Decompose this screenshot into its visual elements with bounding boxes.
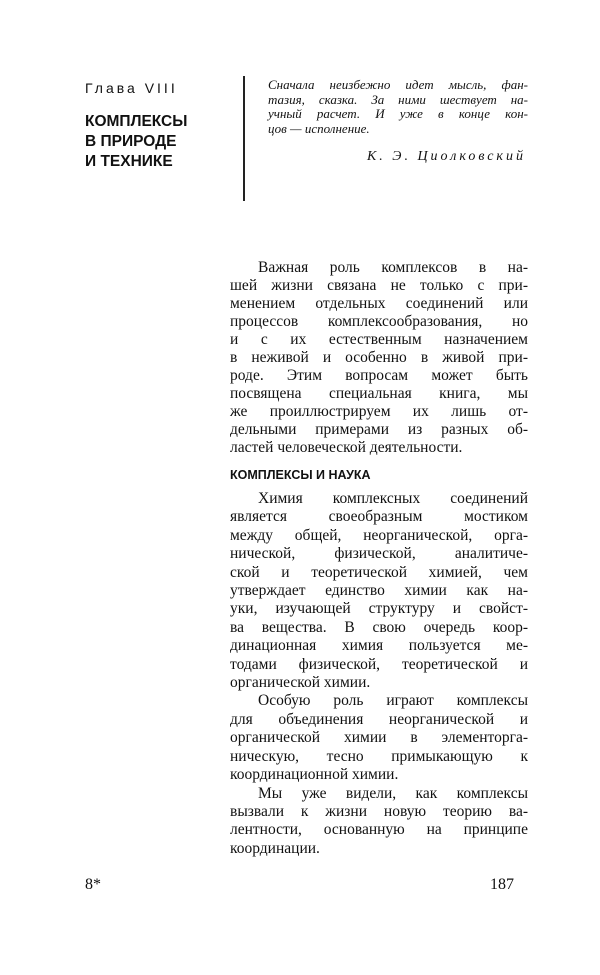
text-line: Особую роль играют комплексы (258, 692, 528, 710)
epigraph-author: К. Э. Циолковский (366, 149, 526, 164)
intro-paragraph (230, 259, 528, 457)
page-number: 187 (490, 876, 514, 893)
epigraph-line: цов — исполнение. (268, 120, 370, 136)
epigraph-line: учный расчет. И уже в конце кон- (268, 106, 528, 121)
text-line: шей жизни связана не только с при- (230, 277, 528, 294)
chapter-label: Глава VIII (85, 80, 178, 96)
signature-mark: 8* (85, 876, 101, 893)
chapter-title-line: И ТЕХНИКЕ (85, 153, 173, 170)
text-line: органической химии. (230, 674, 371, 692)
chapter-title-line: КОМПЛЕКСЫ (85, 113, 188, 130)
text-line: процессов комплексообразования, но (230, 313, 528, 330)
text-line: нической, физической, аналитиче- (230, 545, 528, 563)
text-line: менением отдельных соединений или (230, 295, 528, 312)
text-line: является своеобразным мостиком (230, 508, 528, 526)
text-line: тодами физической, теоретической и (230, 655, 528, 673)
text-line: между общей, неорганической, орга- (230, 526, 528, 544)
divider-rule (243, 76, 245, 201)
text-line: ской и теоретической химией, чем (230, 563, 528, 581)
text-line: ва вещества. В свою очередь коор- (230, 618, 528, 636)
text-line: Мы уже видели, как комплексы (258, 784, 528, 802)
text-line: Важная роль комплексов в на- (258, 259, 528, 276)
text-line: ническую, тесно примыкающую к (230, 747, 528, 765)
text-line: динационная химия пользуется ме- (230, 637, 528, 655)
text-line: уки, изучающей структуру и свойст- (230, 600, 528, 618)
text-line: лентности, основанную на принципе (230, 821, 528, 839)
text-line: же проиллюстрируем их лишь от- (230, 403, 528, 420)
text-line: вызвали к жизни новую теорию ва- (230, 802, 528, 820)
epigraph-line: Сначала неизбежно идет мысль, фан- (268, 77, 528, 92)
text-line: роде. Этим вопросам может быть (230, 367, 528, 384)
epigraph (268, 78, 528, 136)
text-line: дельными примерами из разных об- (230, 421, 528, 438)
section-body (230, 490, 528, 858)
epigraph-line: тазия, сказка. За ними шествует на- (268, 91, 528, 107)
text-line: Химия комплексных соединений (258, 490, 528, 507)
text-line: органической химии в элементорга- (230, 729, 528, 747)
text-line: в неживой и особенно в живой при- (230, 349, 528, 366)
section-heading: КОМПЛЕКСЫ И НАУКА (230, 468, 371, 482)
text-line: координации. (230, 839, 320, 857)
text-line: ластей человеческой деятельности. (230, 439, 463, 456)
chapter-title-line: В ПРИРОДЕ (85, 133, 177, 150)
text-line: для объединения неорганической и (230, 710, 528, 728)
text-line: и с их естественным назначением (230, 331, 528, 348)
chapter-title (85, 112, 187, 172)
text-line: координационной химии. (230, 766, 399, 784)
text-line: утверждает единство химии как на- (230, 582, 528, 600)
text-line: посвящена специальная книга, мы (230, 385, 528, 402)
